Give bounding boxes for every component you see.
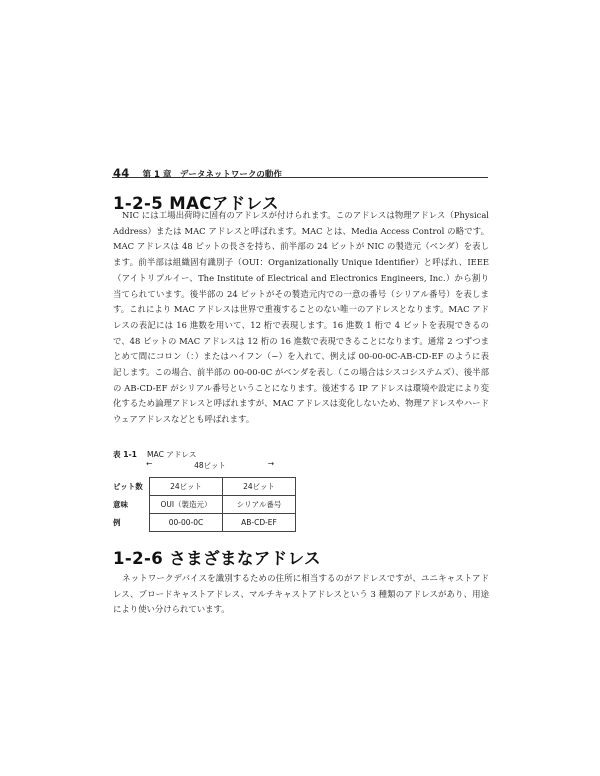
bit-span-indicator (146, 460, 274, 472)
table-cell: OUI（製造元） (150, 496, 223, 514)
table-row (113, 478, 296, 496)
table-row (113, 514, 296, 532)
arrow-left-icon: ← (146, 459, 153, 468)
row-header: 例 (113, 518, 121, 527)
table-cell: AB-CD-EF (223, 514, 296, 532)
arrow-right-icon: → (267, 459, 274, 468)
chapter-title: 第 1 章 データネットワークの動作 (142, 170, 282, 180)
various-addresses-paragraph-text: ネットワークデバイスを識別するための住所に相当するのがアドレスですが、ユニキャストアドレス、ブロードキャストアドレス、マルチキャストアドレスという 3 種類のアドレスがあり、用途により使い分けられています。 (113, 573, 489, 615)
bit-span-label: 48ビット (194, 461, 226, 470)
table-cell: 00-00-0C (150, 514, 223, 532)
page-number: 44 (113, 166, 130, 180)
mac-address-paragraph-text: NIC には工場出荷時に固有のアドレスが付けられます。このアドレスは物理アドレス（Physical Address）または MAC アドレスと呼ばれます。MAC とは、Media Access Control の略です。MAC アドレスは 48 ビットの長さを持ち、前半部の 24 ビットが NIC の製造元（ベンダ）を表します。前半部は組織固有識別子（OUI：Organizationally Unique Identifier）と呼ばれ、IEEE（アイトリプルイー、The Institute of Electrical and Electronics Engineers, Inc.）から割り当てられています。後半部の 24 ビットがその製造元内での一意の番号（シリアル番号）を表します。これにより MAC アドレスは世界で重複することのない唯一のアドレスとなります。MAC アドレスの表記には 16 進数を用いて、12 桁で表現します。16 進数 1 桁で 4 ビットを表現できるので、48 ビットの MAC アドレスは 12 桁の 16 進数で表現できることになります。通常 2 つずつまとめて間にコロン（：）またはハイフン（−）を入れて、例えば 00-00-0C-AB-CD-EF のように表記します。この場合、前半部の 00-00-0C がベンダを表し（この場合はシスコシステムズ）、後半部の AB-CD-EF がシリアル番号ということになります。後述する IP アドレスは環境や設定により変化するため論理アドレスと呼ばれますが、MAC アドレスは変化しないため、物理アドレスやハードウェアアドレスなどとも呼ばれます。 (113, 210, 489, 425)
table-row (113, 496, 296, 514)
table-cell: 24ビット (223, 478, 296, 496)
section-heading-mac-address: 1-2-5 MACアドレス (113, 194, 279, 213)
header-rule (112, 177, 488, 178)
table-caption (113, 449, 196, 460)
section-heading-various-addresses: 1-2-6 さまざまなアドレス (113, 549, 321, 568)
running-header (113, 162, 282, 178)
table-caption-label: MAC アドレス (146, 450, 197, 459)
table-number: 表 1-1 (113, 450, 137, 459)
table-cell: シリアル番号 (223, 496, 296, 514)
row-header: ビット数 (113, 482, 143, 491)
various-addresses-paragraph (113, 571, 489, 618)
mac-address-paragraph (113, 208, 489, 428)
mac-address-table (113, 477, 296, 532)
table-cell: 24ビット (150, 478, 223, 496)
row-header: 意味 (113, 500, 128, 509)
